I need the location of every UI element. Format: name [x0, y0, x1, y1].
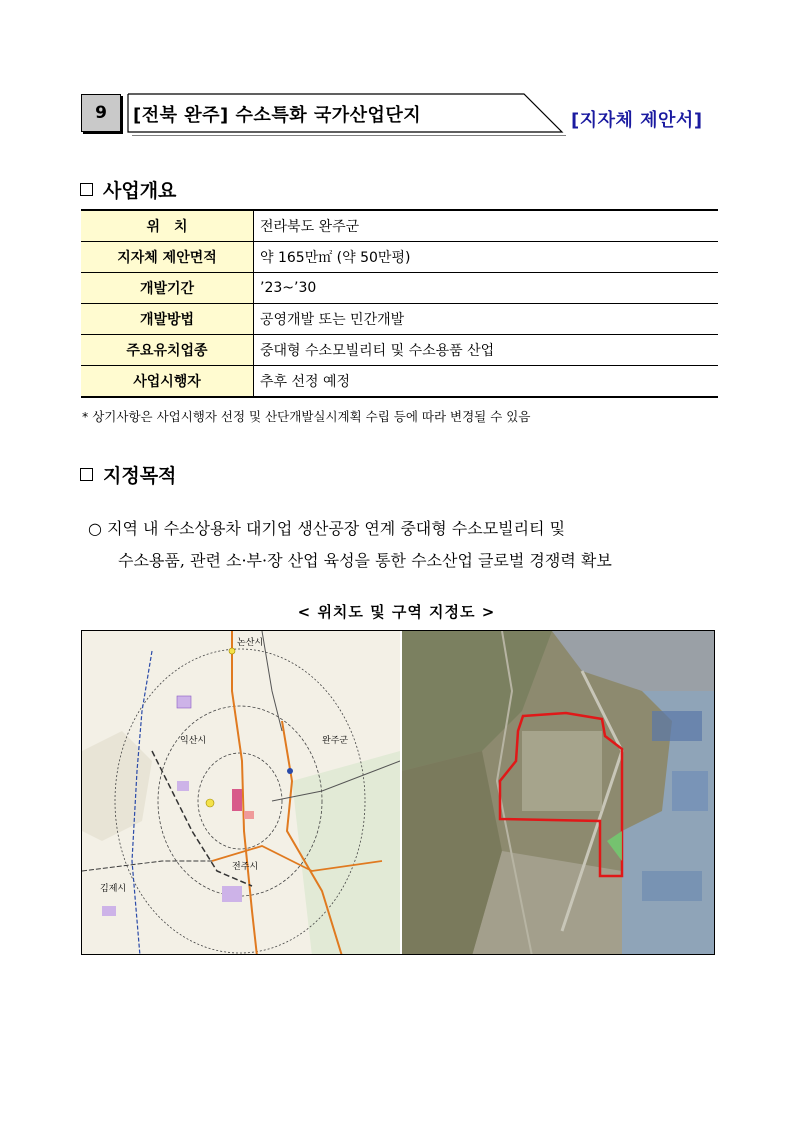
figure-caption: < 위치도 및 구역 지정도 > [297, 603, 496, 621]
purpose-line-1: ○ 지역 내 수소상용차 대기업 생산공장 연계 중대형 수소모빌리티 및 [88, 519, 566, 538]
map-label-nonsan: 논산시 [237, 638, 264, 648]
map-label-jeonju: 전주시 [232, 862, 259, 872]
table-row [81, 273, 718, 304]
overview-heading: 사업개요 [80, 176, 176, 203]
row-key: 주요유치업종 [81, 335, 254, 366]
row-key: 지자체 제안면적 [81, 242, 254, 273]
map-figure [81, 630, 715, 955]
row-key: 위 치 [81, 210, 254, 242]
purpose-line-2: 수소용품, 관련 소·부·장 산업 육성을 통한 수소산업 글로벌 경쟁력 확보 [118, 551, 612, 570]
row-value: 약 165만㎡ (약 50만평) [254, 242, 719, 273]
row-value: 중대형 수소모빌리티 및 수소용품 산업 [254, 335, 719, 366]
row-value: 추후 선정 예정 [254, 366, 719, 398]
square-bullet-icon [80, 183, 93, 196]
page-title: [전북 완주] 수소특화 국가산업단지 [133, 105, 422, 126]
table-row [81, 335, 718, 366]
overview-table [81, 209, 718, 398]
row-value: 전라북도 완주군 [254, 210, 719, 242]
row-value: 공영개발 또는 민간개발 [254, 304, 719, 335]
footnote: * 상기사항은 사업시행자 선정 및 산단개발실시계획 수립 등에 따라 변경될 수 있음 [82, 409, 531, 424]
section-number: 9 [81, 94, 121, 132]
circle-bullet-icon: ○ [88, 519, 102, 538]
row-key: 개발기간 [81, 273, 254, 304]
proposal-label: [지자체 제안서] [571, 110, 703, 131]
table-row [81, 242, 718, 273]
square-bullet-icon [80, 468, 93, 481]
row-key: 개발방법 [81, 304, 254, 335]
map-label-iksan: 익산시 [180, 736, 207, 746]
purpose-text [88, 513, 728, 577]
table-row [81, 304, 718, 335]
row-value: ’23~’30 [254, 273, 719, 304]
map-label-wanju: 완주군 [322, 736, 349, 746]
row-key: 사업시행자 [81, 366, 254, 398]
map-label-gimje: 김제시 [100, 884, 127, 894]
table-row [81, 210, 718, 242]
purpose-heading: 지정목적 [80, 461, 176, 488]
location-map [82, 631, 715, 955]
table-row [81, 366, 718, 398]
